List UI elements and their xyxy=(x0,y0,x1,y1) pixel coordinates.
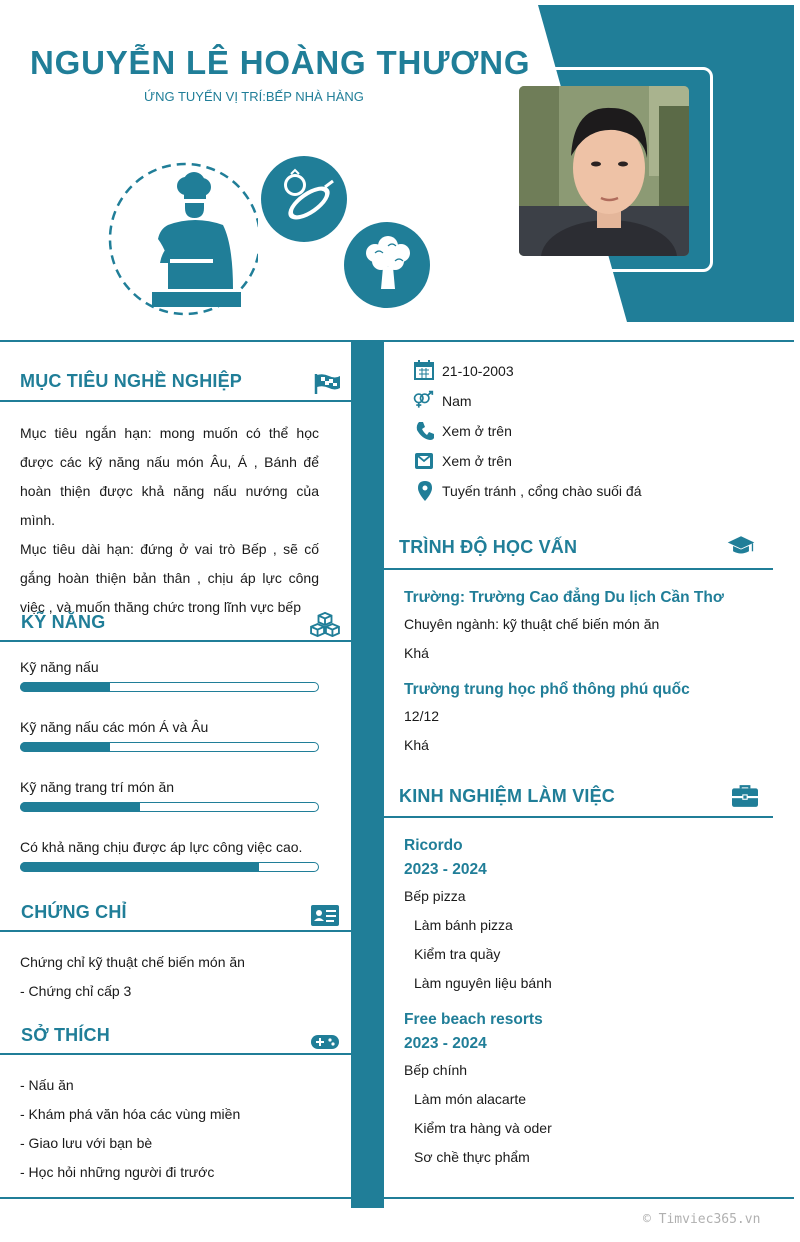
skill-bar-fill xyxy=(20,802,140,812)
cubes-icon xyxy=(310,611,340,637)
footer-divider xyxy=(0,1197,794,1199)
education-underline xyxy=(384,568,773,570)
hobby-item: - Nấu ăn xyxy=(20,1077,74,1093)
job-task: Làm món alacarte xyxy=(414,1091,527,1107)
hobbies-title: SỞ THÍCH xyxy=(21,1025,110,1045)
company-name: Ricordo xyxy=(404,837,463,854)
skill-bar-fill xyxy=(20,682,110,692)
email-text: Xem ở trên xyxy=(442,453,512,469)
objective-body xyxy=(20,419,319,622)
gamepad-icon xyxy=(310,1029,340,1055)
id-card-icon xyxy=(310,903,340,929)
chef-icon xyxy=(108,153,258,328)
skills-title: KỸ NĂNG xyxy=(21,612,106,632)
briefcase-icon xyxy=(730,783,760,809)
skill-label: Kỹ năng trang trí món ăn xyxy=(20,779,175,795)
skill-bar-fill xyxy=(20,742,110,752)
job-position: ỨNG TUYỂN VỊ TRÍ:BẾP NHÀ HÀNG xyxy=(144,89,364,104)
objective-title: MỤC TIÊU NGHỀ NGHIỆP xyxy=(20,371,243,391)
candidate-name: NGUYỄN LÊ HOÀNG THƯƠNG xyxy=(30,44,531,81)
flag-icon xyxy=(312,371,342,397)
job-task: Làm bánh pizza xyxy=(414,917,513,933)
certificate-line: - Chứng chỉ cấp 3 xyxy=(20,983,132,999)
vegetables-icon xyxy=(259,155,349,243)
phone-text: Xem ở trên xyxy=(442,423,512,439)
experience-title: KINH NGHIỆM LÀM VIỆC xyxy=(399,786,616,806)
hobby-item: - Khám phá văn hóa các vùng miền xyxy=(20,1106,241,1122)
certificates-underline xyxy=(0,930,351,932)
phone-icon xyxy=(414,420,436,442)
job-period: 2023 - 2024 xyxy=(404,1035,487,1052)
experience-underline xyxy=(384,816,773,818)
school-detail: 12/12 xyxy=(404,708,440,724)
objective-long-term: Mục tiêu dài hạn: đứng ở vai trò Bếp , sẽ cố gắng hoàn thiện bản thân , chịu áp lực công việc , và muốn thăng chức trong lĩnh vực bếp xyxy=(20,541,319,615)
gender-icon xyxy=(412,389,434,411)
skill-label: Có khả năng chịu được áp lực công việc cao. xyxy=(20,839,303,855)
certificates-title: CHỨNG CHỈ xyxy=(21,902,127,922)
skill-label: Kỹ năng nấu các món Á và Âu xyxy=(20,719,209,735)
job-task: Kiểm tra quầy xyxy=(414,946,501,962)
calendar-icon xyxy=(413,359,435,381)
hobby-item: - Học hỏi những người đi trước xyxy=(20,1164,215,1180)
email-icon xyxy=(413,450,435,472)
job-role: Bếp chính xyxy=(404,1062,468,1078)
job-task: Kiểm tra hàng và oder xyxy=(414,1120,552,1136)
header-divider xyxy=(0,340,794,342)
skill-label: Kỹ năng nấu xyxy=(20,659,99,675)
school-detail: Khá xyxy=(404,645,429,661)
job-task: Sơ chề thực phẩm xyxy=(414,1149,530,1165)
graduation-cap-icon xyxy=(726,533,756,559)
skills-underline xyxy=(0,640,351,642)
watermark: © Timviec365.vn xyxy=(643,1212,761,1227)
hobby-item: - Giao lưu với bạn bè xyxy=(20,1135,153,1151)
center-column-bar xyxy=(351,342,384,1208)
job-task: Làm nguyên liệu bánh xyxy=(414,975,552,991)
education-title: TRÌNH ĐỘ HỌC VẤN xyxy=(399,537,578,557)
hobbies-underline xyxy=(0,1053,351,1055)
job-role: Bếp pizza xyxy=(404,888,466,904)
broccoli-icon xyxy=(343,221,433,309)
objective-short-term: Mục tiêu ngắn hạn: mong muốn có thể học được các kỹ năng nấu món Âu, Á , Bánh để hoàn thiện được khả năng nấu nướng của mình. xyxy=(20,425,319,528)
school-detail: Khá xyxy=(404,737,429,753)
school-name: Trường: Trường Cao đẳng Du lịch Cần Thơ xyxy=(404,589,724,606)
address-text: Tuyến tránh , cổng chào suối đá xyxy=(442,483,642,499)
school-detail: Chuyên ngành: kỹ thuật chế biến món ăn xyxy=(404,616,660,632)
birthday-text: 21-10-2003 xyxy=(442,363,514,379)
school-name: Trường trung học phổ thông phú quốc xyxy=(404,681,690,698)
location-icon xyxy=(414,480,436,502)
gender-text: Nam xyxy=(442,393,472,409)
company-name: Free beach resorts xyxy=(404,1011,543,1028)
certificate-line: Chứng chỉ kỹ thuật chế biến món ăn xyxy=(20,954,245,970)
skill-bar-fill xyxy=(20,862,259,872)
job-period: 2023 - 2024 xyxy=(404,861,487,878)
profile-photo xyxy=(519,86,689,256)
objective-underline xyxy=(0,400,351,402)
